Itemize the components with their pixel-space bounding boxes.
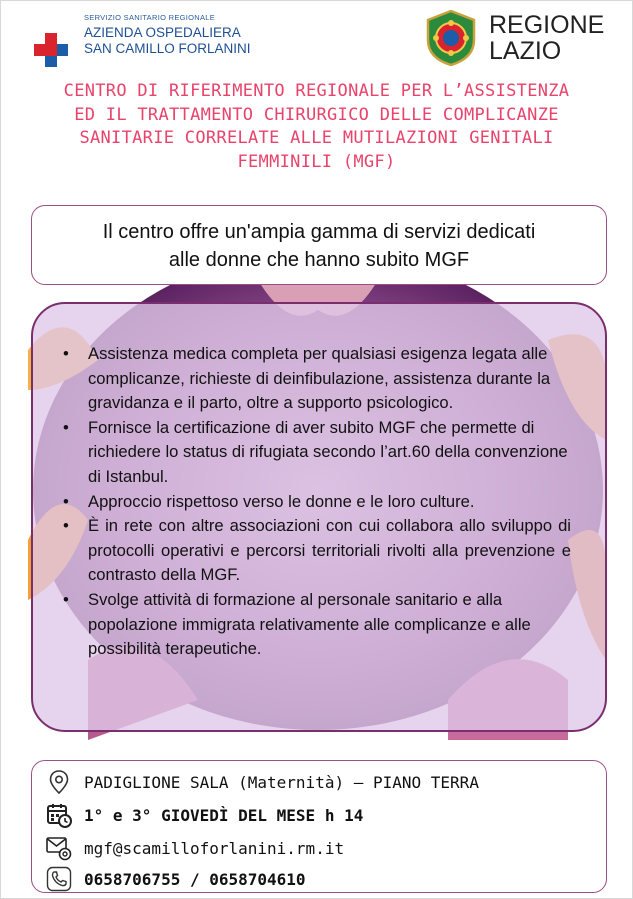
title-line3: SANITARIE CORRELATE ALLE MUTILAZIONI GENITALI (79, 128, 554, 148)
ssr-label: SERVIZIO SANITARIO REGIONALE (84, 13, 216, 22)
service-text: Fornisce la certificazione di aver subito MGF che permette di richiedere lo status di rifugiata secondo l’art.60 della convenzione di Istanbul. (88, 417, 568, 486)
list-item (63, 342, 571, 416)
bullet-icon: • (63, 516, 69, 536)
services-list (63, 342, 571, 662)
location-row (46, 768, 479, 796)
schedule-text: 1° e 3° GIOVEDÌ DEL MESE h 14 (84, 805, 364, 825)
azienda-logo (30, 10, 330, 70)
service-text: Svolge attività di formazione al personale sanitario e alla popolazione immigrata relativamente alle complicanze e alle possibilità terapeutiche. (88, 589, 531, 659)
azienda-name (84, 25, 251, 57)
intro-text (32, 218, 606, 274)
schedule-row (46, 801, 363, 829)
email-at-icon (46, 835, 72, 861)
contact-box (31, 760, 607, 893)
red-cross-icon (34, 33, 68, 67)
bullet-icon: • (63, 417, 69, 437)
phone-icon (46, 866, 72, 892)
list-item (63, 416, 571, 490)
services-box (31, 302, 607, 732)
list-item (63, 514, 571, 588)
title-line2: ED IL TRATTAMENTO CHIRURGICO DELLE COMPLICANZE (74, 104, 559, 125)
regione-line2: LAZIO (489, 37, 562, 65)
title-line1: CENTRO DI RIFERIMENTO REGIONALE PER L’ASSISTENZA (63, 81, 570, 101)
azienda-line2: SAN CAMILLO FORLANINI (84, 41, 251, 56)
phone-row (46, 865, 306, 893)
calendar-clock-icon (46, 802, 72, 828)
regione-text (489, 12, 604, 64)
bullet-icon: • (63, 344, 69, 363)
page-title (14, 80, 619, 174)
map-pin-icon (46, 769, 72, 795)
email-link[interactable]: mgf@scamilloforlanini.rm.it (84, 838, 345, 858)
intro-box (31, 205, 607, 285)
location-text: PADIGLIONE SALA (Maternità) – PIANO TERRA (84, 772, 479, 792)
regione-lazio-logo (425, 8, 615, 70)
list-item (63, 490, 571, 515)
bullet-icon: • (63, 589, 69, 609)
phone-text[interactable]: 0658706755 / 0658704610 (84, 869, 306, 889)
service-text: Assistenza medica completa per qualsiasi esigenza legata alle complicanze, richieste di deinfibulazione, assistenza durante la gravidanza e il parto, oltre a supporto psicologico. (88, 344, 551, 413)
intro-line1: Il centro offre un'ampia gamma di servizi dedicati (102, 221, 536, 243)
bullet-icon: • (63, 491, 69, 511)
title-line4: FEMMINILI (MGF) (237, 151, 396, 172)
list-item (63, 588, 571, 662)
service-text: Approccio rispettoso verso le donne e le loro culture. (88, 491, 475, 511)
email-row (46, 834, 344, 862)
intro-line2: alle donne che hanno subito MGF (168, 249, 470, 271)
regione-seal-icon (425, 10, 477, 66)
azienda-line1: AZIENDA OSPEDALIERA (84, 25, 241, 40)
regione-line1: REGIONE (489, 11, 605, 39)
service-text: È in rete con altre associazioni con cui collabora allo sviluppo di protocolli operativi e percorsi territoriali rivolti alla prevenzione e contrasto della MGF. (88, 516, 571, 585)
